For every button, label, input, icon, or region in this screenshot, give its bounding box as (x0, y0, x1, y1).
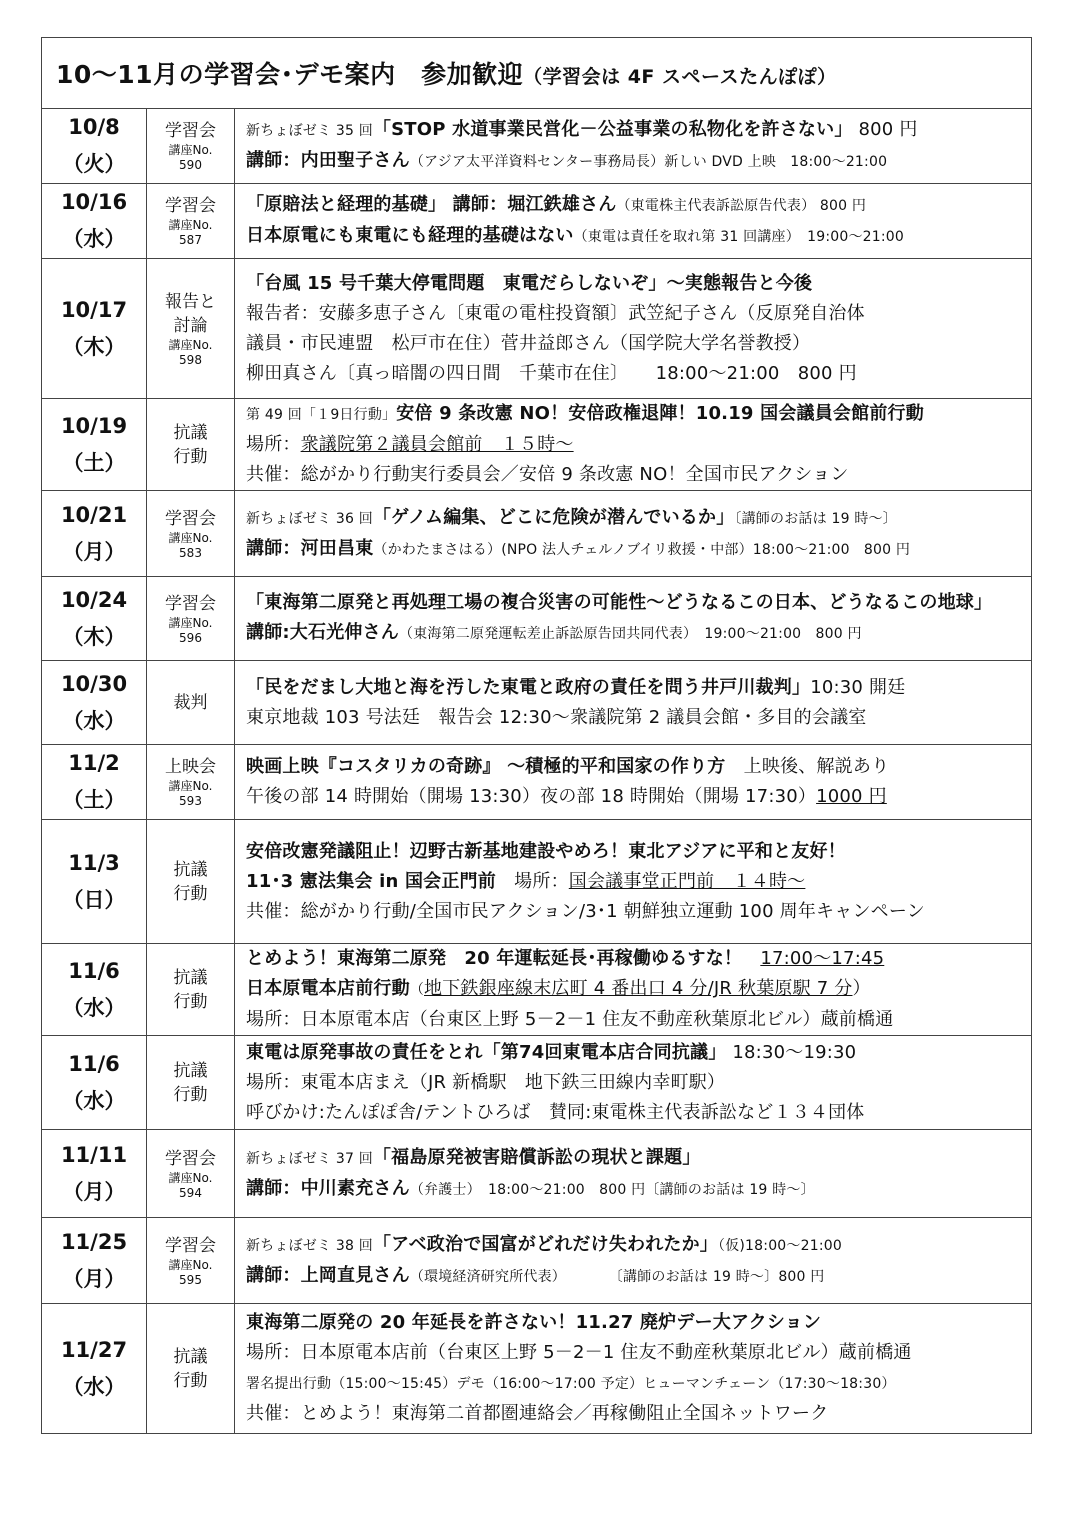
event-detail-line (246, 1005, 1027, 1035)
course-number-label: 講座No. (168, 530, 213, 545)
event-text-segment: 「アベ政治で国富がどれだけ失われたか」 (372, 1233, 718, 1255)
event-weekday: （火） (62, 152, 126, 176)
event-weekday: （土） (62, 450, 126, 475)
event-weekday: （月） (62, 1179, 126, 1204)
event-details (235, 661, 1032, 745)
event-row (42, 109, 1032, 184)
event-type (147, 1036, 235, 1130)
course-number: 596 (179, 630, 202, 645)
course-number: 587 (179, 233, 202, 247)
event-type (147, 661, 235, 745)
event-text-segment: 新ちょぼゼミ 35 回 (246, 123, 373, 139)
event-weekday: （木） (62, 334, 126, 359)
event-type (147, 820, 235, 944)
event-date-text: 11/6 (68, 958, 120, 983)
event-detail-line (246, 115, 1027, 146)
course-number-label: 講座No. (168, 143, 213, 157)
event-text-segment: 共催：総がかり行動実行委員会／安倍 9 条改憲 NO！全国市民アクション (246, 464, 849, 485)
event-weekday: （水） (62, 995, 126, 1020)
event-text-segment: 日本原電にも東電にも経理的基礎はない (246, 225, 574, 246)
event-type (147, 491, 235, 577)
event-details (235, 1304, 1032, 1434)
event-text-segment: 場所：東電本店まえ（JR 新橋駅 地下鉄三田線内幸町駅） (246, 1071, 726, 1093)
event-type (147, 745, 235, 820)
venue-note: （学習会は 4F スペースたんぽぽ） (523, 66, 837, 88)
event-weekday: （水） (62, 1374, 126, 1399)
event-detail-line (246, 534, 1027, 565)
course-number-label: 講座No. (168, 337, 213, 352)
event-row (42, 491, 1032, 577)
event-text-segment: （東電は責任を取れ第 31 回講座） 19:00～21:00 (573, 229, 905, 245)
event-date-text: 10/30 (60, 671, 128, 696)
event-date (42, 1218, 147, 1304)
event-text-segment: 「福島原発被害賠償訴訟の現状と課題」 (372, 1146, 701, 1168)
event-text-segment: 安倍改憲発議阻止！辺野古新基地建設やめろ！東北アジアに平和と友好！ (246, 840, 846, 862)
event-detail-line (246, 1038, 1027, 1068)
event-details (235, 745, 1032, 820)
event-row (42, 184, 1032, 259)
event-type-label: 報告と (165, 291, 216, 312)
event-date (42, 259, 147, 399)
event-type-label: 抗議 (173, 859, 208, 880)
event-text-segment: 第 49 回「１9日行動」 (246, 407, 397, 423)
page-title (42, 38, 1032, 109)
event-details (235, 491, 1032, 577)
event-text-segment: とめよう！東海第二原発 20 年運転延長･再稼働ゆるすな！ (246, 948, 743, 969)
event-type-label: 抗議 (173, 422, 208, 443)
event-type-label: 行動 (173, 1084, 208, 1105)
event-detail-line (246, 618, 1027, 649)
event-text-segment: （アジア太平洋資料センター事務局長）新しい DVD 上映 18:00～21:00 (409, 154, 888, 170)
event-weekday: （木） (62, 624, 126, 649)
event-text-segment: 講師：中川素充さん (246, 1177, 410, 1199)
event-date (42, 745, 147, 820)
course-number-label: 講座No. (168, 1257, 213, 1272)
event-weekday: （水） (62, 708, 126, 733)
event-text-segment: 講師:大石光伸さん (246, 622, 399, 643)
event-date (42, 491, 147, 577)
event-text-segment: 講師：上岡直見さん (246, 1264, 410, 1286)
event-text-segment: 東京地裁 103 号法廷 報告会 12:30～衆議院第 2 議員会館・多目的会議室 (246, 706, 867, 728)
event-detail-line (246, 1308, 1027, 1338)
event-date-text: 11/3 (68, 850, 120, 875)
event-type (147, 1130, 235, 1218)
event-detail-line (246, 460, 1027, 490)
event-text-segment: 議員・市民連盟 松戸市在住）菅井益郎さん（国学院大学名誉教授） (246, 332, 811, 354)
event-type (147, 1218, 235, 1304)
course-number: 594 (179, 1185, 202, 1200)
event-weekday: （水） (62, 227, 126, 251)
event-date-text: 11/11 (60, 1142, 128, 1167)
event-text-segment: 「台風 15 号千葉大停電問題 東電だらしないぞ」～実態報告と今後 (246, 272, 813, 294)
event-details (235, 184, 1032, 259)
event-detail-line (246, 299, 1027, 329)
event-row (42, 399, 1032, 491)
event-type (147, 184, 235, 259)
event-row (42, 944, 1032, 1036)
event-detail-line (246, 897, 1027, 927)
event-details (235, 577, 1032, 661)
event-detail-line (246, 673, 1027, 703)
event-row (42, 1130, 1032, 1218)
event-type (147, 1304, 235, 1434)
event-text-segment: 17:00～17:45 (760, 948, 885, 969)
event-detail-line (246, 146, 1027, 177)
event-date (42, 944, 147, 1036)
event-date-text: 10/19 (60, 413, 128, 438)
event-type-label: 行動 (173, 446, 208, 467)
event-text-segment: 「ゲノム編集、どこに危険が潜んでいるか」 (372, 506, 735, 528)
event-date-text: 11/25 (60, 1229, 128, 1254)
event-type-label: 抗議 (173, 1060, 208, 1081)
event-date (42, 1304, 147, 1434)
course-number-label: 講座No. (168, 1170, 213, 1185)
schedule-table (41, 37, 1032, 1434)
event-type-label: 裁判 (173, 692, 208, 713)
event-row (42, 1304, 1032, 1434)
event-details (235, 1218, 1032, 1304)
course-number-label: 講座No. (168, 615, 213, 630)
event-text-segment: 午後の部 14 時開始（開場 13:30）夜の部 18 時開始（開場 17:30） (246, 786, 817, 807)
event-text-segment: 「民をだまし大地と海を汚した東電と政府の責任を問う井戸川裁判」 (246, 676, 811, 698)
event-date (42, 820, 147, 944)
event-detail-line (246, 1399, 1027, 1429)
event-detail-line (246, 1338, 1027, 1368)
event-detail-line (246, 1174, 1027, 1205)
event-row (42, 820, 1032, 944)
event-detail-line (246, 944, 1027, 974)
event-text-segment: 場所： (495, 870, 569, 892)
event-weekday: （日） (62, 887, 126, 912)
event-details (235, 1130, 1032, 1218)
event-text-segment: 新ちょぼゼミ 38 回 (246, 1237, 373, 1254)
event-type-label: 学習会 (165, 593, 216, 614)
event-text-segment: 1000 円 (816, 786, 887, 807)
event-text-segment: 国会議事堂正門前 １４時～ (568, 870, 806, 892)
event-text-segment: 柳田真さん〔真っ暗闇の四日間 千葉市在住〕 18:00～21:00 800 円 (246, 362, 857, 384)
event-text-segment: （ (409, 982, 425, 998)
event-type-label: 学習会 (165, 1235, 216, 1256)
event-detail-line (246, 221, 1027, 252)
event-details (235, 944, 1032, 1036)
event-detail-line (246, 430, 1027, 460)
event-date (42, 577, 147, 661)
course-number: 595 (179, 1272, 202, 1287)
event-date-text: 10/17 (60, 297, 128, 322)
event-text-segment: 場所： (246, 434, 301, 455)
event-text-segment: 署名提出行動（15:00～15:45）デモ（16:00～17:00 予定）ヒューマンチェーン（17:30～18:30） (246, 1376, 896, 1392)
event-text-segment: 共催：とめよう！東海第二首都圏連絡会／再稼働阻止全国ネットワーク (246, 1403, 829, 1424)
course-number: 590 (179, 158, 202, 172)
event-type-label: 行動 (173, 883, 208, 904)
event-type-label: 抗議 (173, 967, 208, 988)
event-detail-line (246, 782, 1027, 812)
event-type-label: 討論 (173, 315, 208, 336)
event-text-segment: 新ちょぼゼミ 36 回 (246, 510, 373, 527)
course-number: 583 (179, 545, 202, 560)
event-row (42, 1036, 1032, 1130)
event-text-segment: 映画上映『コスタリカの奇跡』 ～積極的平和国家の作り方 (246, 756, 726, 777)
event-type-label: 抗議 (173, 1346, 208, 1367)
event-detail-line (246, 399, 1027, 430)
event-text-segment: 11･3 憲法集会 in 国会正門前 (246, 870, 496, 892)
event-detail-line (246, 359, 1027, 389)
event-date (42, 1036, 147, 1130)
event-weekday: （月） (62, 539, 126, 564)
event-detail-line (246, 1261, 1027, 1292)
event-details (235, 259, 1032, 399)
event-detail-line (246, 974, 1027, 1005)
event-details (235, 109, 1032, 184)
event-row (42, 577, 1032, 661)
event-text-segment: （環境経済研究所代表） 〔講師のお話は 19 時～〕800 円 (409, 1268, 825, 1285)
event-detail-line (246, 588, 1027, 618)
event-type (147, 259, 235, 399)
event-weekday: （月） (62, 1266, 126, 1291)
event-text-segment: 10:30 開廷 (810, 676, 906, 698)
event-text-segment: 衆議院第２議員会館前 １５時～ (300, 434, 574, 455)
event-text-segment: 安倍 9 条改憲 NO！安倍政権退陣！10.19 国会議員会館前行動 (396, 403, 924, 424)
event-text-segment: 場所：日本原電本店（台東区上野 5－2－1 住友不動産秋葉原北ビル）蔵前橋通 (246, 1009, 894, 1030)
event-text-segment: ） (852, 978, 871, 999)
event-row (42, 259, 1032, 399)
event-row (42, 1218, 1032, 1304)
event-text-segment: （かわたまさはる）(NPO 法人チェルノブイリ救援・中部）18:00～21:00 800 円 (373, 541, 911, 558)
event-type-label: 上映会 (165, 757, 216, 777)
event-date (42, 399, 147, 491)
event-text-segment: 「東海第二原発と再処理工場の複合災害の可能性～どうなるこの日本、どうなるこの地球」 (246, 592, 993, 613)
event-date (42, 661, 147, 745)
event-type-label: 学習会 (165, 1148, 216, 1169)
event-text-segment: （東海第二原発運転差止訴訟原告団共同代表） 19:00～21:00 800 円 (399, 626, 862, 642)
event-date-text: 10/21 (60, 502, 128, 527)
event-type-label: 学習会 (165, 121, 216, 141)
event-type-label: 学習会 (165, 196, 216, 216)
event-date (42, 109, 147, 184)
event-detail-line (246, 703, 1027, 733)
event-detail-line (246, 1143, 1027, 1174)
event-text-segment: （弁護士） 18:00～21:00 800 円〔講師のお話は 19 時～〕 (409, 1181, 815, 1198)
event-text-segment: 共催：総がかり行動/全国市民アクション/3･1 朝鮮独立運動 100 周年キャンペーン (246, 900, 925, 922)
event-detail-line (246, 837, 1027, 867)
event-type (147, 577, 235, 661)
event-date-text: 10/24 (60, 587, 128, 612)
event-text-segment: （東電株主代表訴訟原告代表） 800 円 (616, 198, 867, 214)
event-date-text: 10/16 (60, 190, 128, 214)
event-weekday: （水） (62, 1088, 126, 1113)
event-text-segment: 800 円 (852, 119, 918, 140)
title-row (42, 38, 1032, 109)
event-detail-line (246, 867, 1027, 897)
event-date (42, 1130, 147, 1218)
event-type-label: 学習会 (165, 508, 216, 529)
title-text: 10～11月の学習会･デモ案内 参加歓迎 (56, 60, 524, 89)
event-detail-line (246, 1230, 1027, 1261)
event-text-segment: 呼びかけ:たんぽぽ舎/テントひろば 賛同:東電株主代表訴訟など１３４団体 (246, 1101, 865, 1123)
event-text-segment: 18:30～19:30 (726, 1041, 857, 1063)
event-details (235, 820, 1032, 944)
event-details (235, 399, 1032, 491)
event-detail-line (246, 269, 1027, 299)
event-type (147, 109, 235, 184)
event-detail-line (246, 1368, 1027, 1399)
event-row (42, 745, 1032, 820)
event-text-segment: 報告者：安藤多恵子さん〔東電の電柱投資額〕武笠紀子さん（反原発自治体 (246, 302, 865, 324)
event-text-segment: 「STOP 水道事業民営化－公益事業の私物化を許さない」 (372, 119, 853, 140)
event-text-segment (742, 948, 760, 969)
event-text-segment: 講師：内田聖子さん (246, 150, 410, 171)
event-detail-line (246, 190, 1027, 221)
event-detail-line (246, 503, 1027, 534)
course-number-label: 講座No. (168, 779, 213, 793)
course-number: 593 (179, 794, 202, 808)
event-detail-line (246, 1098, 1027, 1128)
event-weekday: （土） (62, 788, 126, 812)
event-type-label: 行動 (173, 1370, 208, 1391)
course-number: 598 (179, 352, 202, 367)
event-detail-line (246, 752, 1027, 782)
event-text-segment: 東電は原発事故の責任をとれ「第74回東電本店合同抗議」 (246, 1041, 727, 1063)
event-text-segment: 〔講師のお話は 19 時～〕 (734, 510, 897, 527)
event-date (42, 184, 147, 259)
event-type (147, 944, 235, 1036)
event-detail-line (246, 1068, 1027, 1098)
event-type (147, 399, 235, 491)
event-text-segment: 上映後、解説あり (725, 756, 890, 777)
event-row (42, 661, 1032, 745)
event-text-segment: 新ちょぼゼミ 37 回 (246, 1150, 373, 1167)
event-text-segment: 日本原電本店前行動 (246, 978, 410, 999)
event-text-segment: 東海第二原発の 20 年延長を許さない！11.27 廃炉デー大アクション (246, 1312, 822, 1333)
event-text-segment: 講師：河田昌東 (246, 537, 374, 559)
event-date-text: 11/2 (68, 751, 120, 775)
event-date-text: 10/8 (68, 115, 120, 139)
event-text-segment: 「原賠法と経理的基礎」 講師：堀江鉄雄さん (246, 194, 617, 215)
event-details (235, 1036, 1032, 1130)
event-date-text: 11/27 (60, 1337, 128, 1362)
event-date-text: 11/6 (68, 1051, 120, 1076)
event-text-segment: 場所：日本原電本店前（台東区上野 5－2－1 住友不動産秋葉原北ビル）蔵前橋通 (246, 1342, 912, 1363)
event-text-segment: 地下鉄銀座線末広町 4 番出口 4 分/JR 秋葉原駅 7 分 (424, 978, 853, 999)
course-number-label: 講座No. (168, 218, 213, 232)
event-type-label: 行動 (173, 991, 208, 1012)
event-text-segment: （仮)18:00～21:00 (718, 1237, 842, 1254)
event-detail-line (246, 329, 1027, 359)
